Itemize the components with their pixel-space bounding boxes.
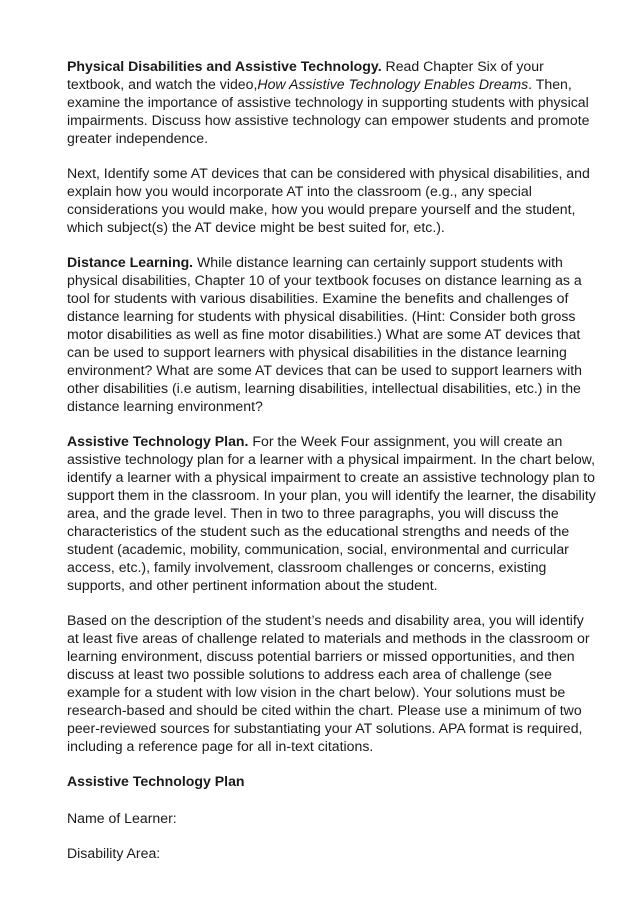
paragraph-text: . Then, examine the importance of assistive technology in supporting students with physical impairments. Discuss how assistive technology can empower students and promote greater independence.	[67, 76, 590, 146]
name-of-learner-label: Name of Learner:	[67, 810, 177, 826]
section-title-distance-learning: Distance Learning.	[67, 254, 194, 270]
disability-area-label: Disability Area:	[67, 845, 161, 861]
paragraph-distance-learning	[67, 253, 598, 415]
section-title-assistive-technology-plan: Assistive Technology Plan.	[67, 433, 249, 449]
paragraph-text: For the Week Four assignment, you will create an assistive technology plan for a learner with a physical impairment. In the chart below, identify a learner with a physical impairment to create an assistive technology plan to support them in the classroom. In your plan, you will identify the learner, the disability area, and the grade level. Then in two to three paragraphs, you will discuss the characteristics of the student such as the educational strengths and needs of the student (academic, mobility, communication, social, environmental and curricular access, etc.), family involvement, classroom challenges or concerns, existing supports, and other pertinent information about the student.	[67, 433, 596, 593]
paragraph-assistive-technology-plan	[67, 432, 598, 594]
paragraph-physical-disabilities	[67, 57, 598, 147]
paragraph-based-on-description: Based on the description of the student’s needs and disability area, you will identify at least five areas of challenge related to materials and methods in the classroom or learning environment, discuss potential barriers or missed opportunities, and then discuss at least two possible solutions to address each area of challenge (see example for a student with low vision in the chart below). Your solutions must be research-based and should be cited within the chart. Please use a minimum of two peer-reviewed sources for substantiating your AT solutions. APA format is required, including a reference page for all in-text citations.	[67, 612, 590, 754]
paragraph-text: While distance learning can certainly support students with physical disabilities, Chapter 10 of your textbook focuses on distance learning as a tool for students with various disabilities. Examine the benefits and challenges of distance learning for students with physical disabilities. (Hint: Consider both gross motor disabilities as well as fine motor disabilities.) What are some AT devices that can be used to support learners with physical disabilities in the distance learning environment? What are some AT devices that can be used to support learners with other disabilities (i.e autism, learning disabilities, intellectual disabilities, etc.) in the distance learning environment?	[67, 254, 582, 414]
video-title: How Assistive Technology Enables Dreams	[257, 76, 529, 92]
paragraph-text: Read Chapter Six of your textbook, and watch the video,	[67, 58, 544, 92]
paragraph-identify-at-devices: Next, Identify some AT devices that can be considered with physical disabilities, and explain how you would incorporate AT into the classroom (e.g., any special considerations you would make, how you would prepare yourself and the student, which subject(s) the AT device might be best suited for, etc.).	[67, 165, 590, 235]
plan-heading: Assistive Technology Plan	[67, 773, 245, 789]
section-title-physical-disabilities: Physical Disabilities and Assistive Technology.	[67, 58, 382, 74]
